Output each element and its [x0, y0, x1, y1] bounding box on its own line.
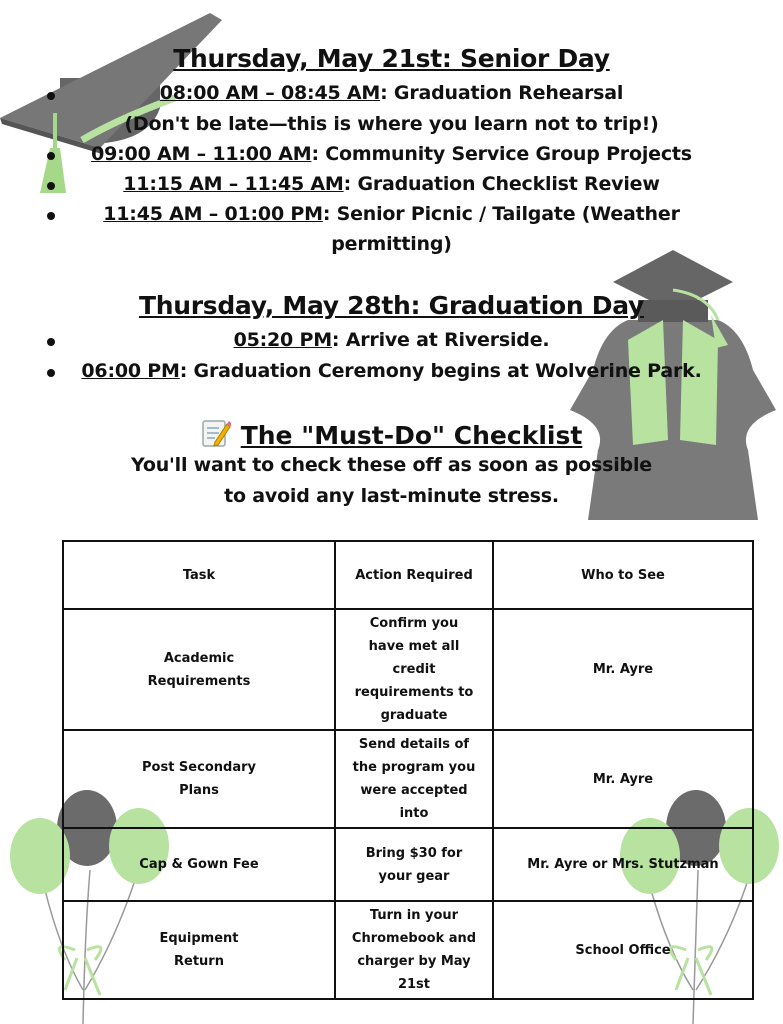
table-row [63, 730, 753, 828]
schedule-text: : Graduation Ceremony begins at Wolverine Park. [179, 360, 702, 382]
schedule-continuation: permitting) [331, 233, 452, 255]
task-cell: Academic Requirements [63, 609, 335, 730]
who-cell: Mr. Ayre or Mrs. Stutzman [493, 828, 753, 901]
column-header: Action Required [335, 541, 493, 609]
column-header: Task [63, 541, 335, 609]
schedule-time: 09:00 AM – 11:00 AM [91, 143, 312, 165]
task-cell: Equipment Return [63, 901, 335, 999]
schedule-item [0, 360, 783, 382]
table-row [63, 901, 753, 999]
schedule-text: : Graduation Checklist Review [343, 173, 660, 195]
schedule-item [0, 203, 783, 225]
schedule-text: : Graduation Rehearsal [380, 82, 624, 104]
memo-icon [201, 418, 231, 448]
action-cell: Send details of the program you were accepted into [335, 730, 493, 828]
schedule-time: 05:20 PM [233, 329, 332, 351]
table-header-row [63, 541, 753, 609]
schedule-item [0, 173, 783, 195]
checklist-subtitle: to avoid any last-minute stress. [224, 485, 559, 507]
who-cell: Mr. Ayre [493, 730, 753, 828]
task-cell: Post Secondary Plans [63, 730, 335, 828]
checklist-subtitle: You'll want to check these off as soon as possible [131, 454, 652, 476]
schedule-item [0, 329, 783, 351]
schedule-text: : Arrive at Riverside. [331, 329, 550, 351]
column-header: Who to See [493, 541, 753, 609]
action-cell: Turn in your Chromebook and charger by May 21st [335, 901, 493, 999]
schedule-text: : Senior Picnic / Tailgate (Weather [322, 203, 680, 225]
task-cell: Cap & Gown Fee [63, 828, 335, 901]
schedule-item [0, 82, 783, 104]
checklist-title [0, 418, 783, 450]
schedule-note: (Don't be late—this is where you learn not to trip!) [124, 113, 659, 135]
action-cell: Confirm you have met all credit requirements to graduate [335, 609, 493, 730]
action-cell: Bring $30 for your gear [335, 828, 493, 901]
graduation-day-heading: Thursday, May 28th: Graduation Day [138, 291, 645, 320]
schedule-item [0, 143, 783, 165]
checklist-title-text: The "Must-Do" Checklist [240, 421, 583, 450]
senior-day-heading: Thursday, May 21st: Senior Day [173, 44, 610, 73]
schedule-time: 08:00 AM – 08:45 AM [159, 82, 381, 104]
schedule-time: 11:15 AM – 11:45 AM [123, 173, 344, 195]
schedule-text: : Community Service Group Projects [311, 143, 692, 165]
checklist-table [62, 540, 754, 1000]
schedule-time: 06:00 PM [81, 360, 180, 382]
schedule-time: 11:45 AM – 01:00 PM [103, 203, 323, 225]
who-cell: Mr. Ayre [493, 609, 753, 730]
who-cell: School Office [493, 901, 753, 999]
table-row [63, 828, 753, 901]
table-row [63, 609, 753, 730]
